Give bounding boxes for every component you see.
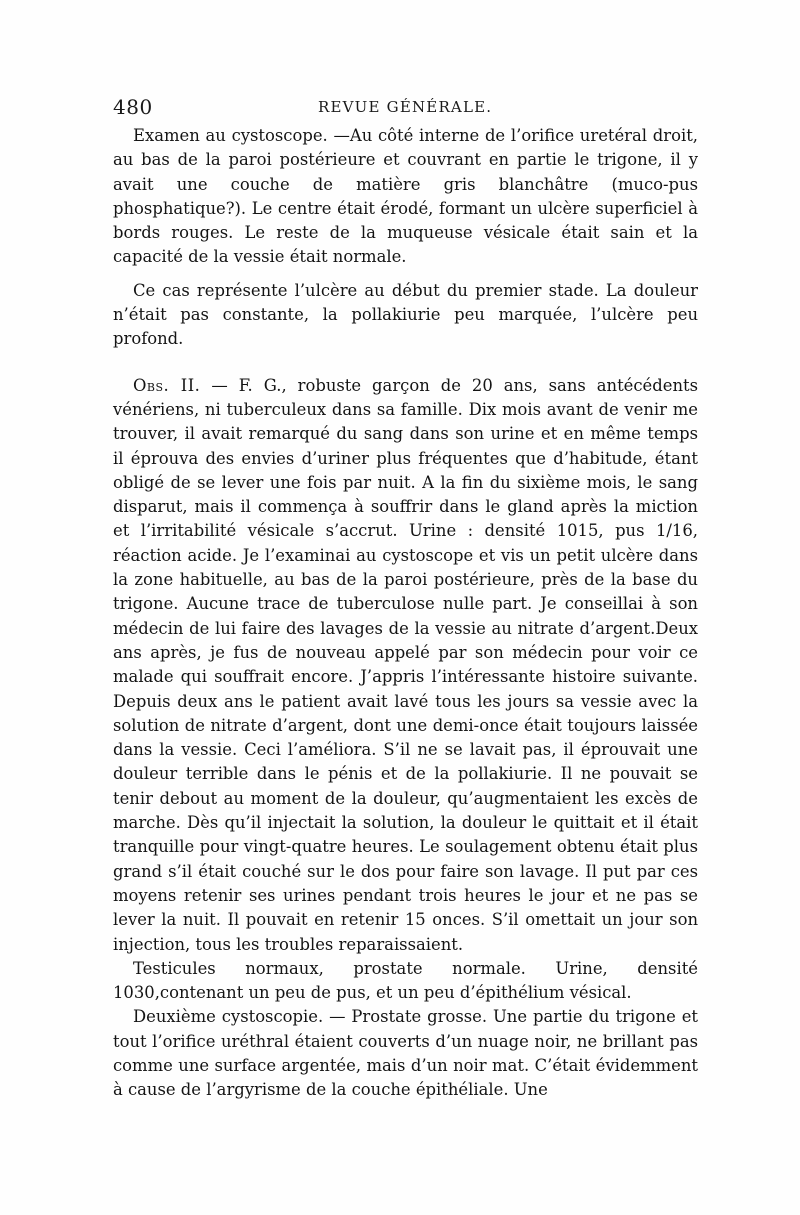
observation-label: Obs. II. — [133, 375, 201, 395]
paragraph-observation-ii — [113, 374, 698, 957]
running-head: REVUE GÉNÉRALE. — [318, 98, 493, 116]
body-text — [113, 124, 698, 1103]
page-header — [113, 95, 698, 125]
observation-text: — F. G., robuste garçon de 20 ans, sans antécédents vénériens, ni tuberculeux dans sa famille. Dix mois avant de venir me trouver, il avait remarqué du sang dans son urine et en même temps il éprouva des envies d’uriner plus fréquentes que d’habitude, étant obligé de se lever une fois par nuit. A la fin du sixième mois, le sang disparut, mais il commença à souffrir dans le gland après la miction et l’irritabilité vésicale s’accrut. Urine : densité 1015, pus 1/16, réaction acide. Je l’examinai au cystoscope et vis un petit ulcère dans la zone habituelle, au bas de la paroi postérieure, près de la base du trigone. Aucune trace de tuberculose nulle part. Je conseillai à son médecin de lui faire des lavages de la vessie au nitrate d’argent.Deux ans après, je fus de nouveau appelé par son médecin pour voir ce malade qui souffrait encore. J’appris l’intéressante histoire suivante. Depuis deux ans le patient avait lavé tous les jours sa vessie avec la solution de nitrate d’argent, dont une demi-once était toujours laissée dans la vessie. Ceci l’améliora. S’il ne se lavait pas, il éprouvait une douleur terrible dans le pénis et de la pollakiurie. Il ne pouvait se tenir debout au moment de la douleur, qu’augmentaient les excès de marche. Dès qu’il injectait la solution, la douleur le quittait et il était tranquille pour vingt-quatre heures. Le soulagement obtenu était plus grand s’il était couché sur le dos pour faire son lavage. Il put par ces moyens retenir ses urines pendant trois heures le jour et ne pas se lever la nuit. Il pouvait en retenir 15 onces. S’il omettait un jour son injection, tous les troubles reparaissaient. — [113, 375, 698, 954]
paragraph-case-summary: Ce cas représente l’ulcère au début du premier stade. La douleur n’était pas constante, la pollakiurie peu marquée, l’ulcère peu profond. — [113, 280, 698, 349]
page-number: 480 — [113, 95, 153, 119]
paragraph-cystoscope-exam: Examen au cystoscope. —Au côté interne de l’orifice uretéral droit, au bas de la paroi postérieure et couvrant en partie le trigone, il y avait une couche de matière gris blanchâtre (muco-pus phosphatique?). Le centre était érodé, formant un ulcère superficiel à bords rouges. Le reste de la muqueuse vésicale était sain et la capacité de la vessie était normale. — [113, 126, 698, 267]
paragraph-testicles: Testicules normaux, prostate normale. Urine, densité 1030,contenant un peu de pus, et un peu d’épithélium vésical. — [113, 958, 698, 1003]
paragraph-second-cystoscopy: Deuxième cystoscopie. — Prostate grosse. Une partie du trigone et tout l’orifice uréthral étaient couverts d’un nuage noir, ne brillant pas comme une surface argentée, mais d’un noir mat. C’était évidemment à cause de l’argyrisme de la couche épithéliale. Une — [113, 1007, 698, 1100]
